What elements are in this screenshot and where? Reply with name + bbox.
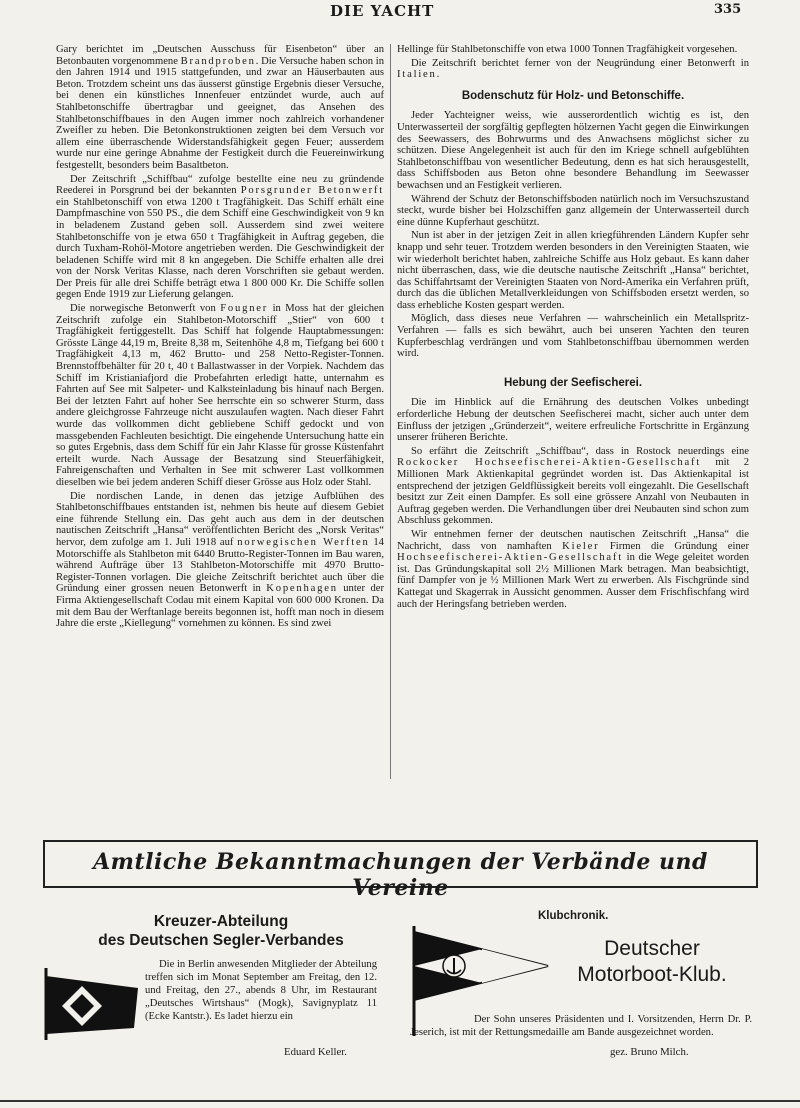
running-header-title: DIE YACHT xyxy=(330,2,435,20)
text-run: ein Stahlbetonschiff von etwa 1200 t Tragfähigkeit. Das Schiff erhält eine Dampfmaschine von 550 PS., die dem Schiff eine Geschwindigkeit von 9 kn in beladenem Zustand geben soll. Ausserdem sind zwei weitere Stahlbetonschiffe von je etwa 650 t Tragfähigkeit in Auftrag gegeben, die durch Tuxham-Rohöl-Motore angetrieben werden. Die Geschwindigkeit der beladenen Schiffe wird mit 8 kn angegeben. Die Schiffe erhalten alle drei von der Norsk Veritas Klasse, nach deren Vorschriften sie gebaut werden. Der Preis für alle drei Schiffe beträgt etwa 1 800 000 Kr. Die Schiffe sollen gegen Ende 1919 zur Lieferung gelangen. xyxy=(56,196,384,301)
klub-signature: gez. Bruno Milch. xyxy=(610,1046,689,1058)
text-run: . Die Versuche haben schon in den Jahren 1914 und 1915 stattgefunden, und zwar an Häuserbauten aus Beton. Trotzdem scheint uns das äusserst günstige Ergebnis dieser Versuche, bei denen ein künstliches Innenfeuer entzündet wurde, auch auf Stahlbetonschiffe übertragbar und geeignet, das Ansehen des Stahlbetonschiffbaues in den Augen immer noch zahlreich vorhandener Zweifler zu heben. Die Betonkonstruktionen zeigten bei dem Versuch vor allem eine überraschende Widerstandsfähigkeit gegen Feuer; ausserdem wurde nur eine geringe Abnahme der Festigkeit durch die Feuereinwirkung festgestellt, besonders beim Basaltbeton. xyxy=(56,55,384,171)
kreuzer-heading-line2: des Deutschen Segler-Verbandes xyxy=(98,932,344,949)
paragraph xyxy=(397,446,749,527)
paragraph xyxy=(56,174,384,302)
paragraph xyxy=(397,313,749,359)
text-run: Die norwegische Betonwerft von xyxy=(70,303,221,315)
section-heading-seefischerei: Hebung der Seefischerei. xyxy=(503,376,643,389)
klub-name-line1: Deutscher xyxy=(604,937,700,960)
text-run: mit 2 Millionen Mark Aktienkapital gegründet worden ist. Das Aktienkapital ist entsprechend der jetzigen Geldflüssigkeit bereits voll eingezahlt. Die Gesellschaft besitzt zur Zeit einen Dampfer. Es soll eine grössere Anzahl von Neubauten in Auftrag gegeben werden. Die Verhandlungen über drei Neubauten sind schon zum Abschluss gekommen. xyxy=(397,457,749,527)
page-bottom-rule xyxy=(0,1100,800,1102)
right-intro xyxy=(397,44,749,81)
text-run: . xyxy=(436,69,440,81)
text-run: So erfährt die Zeitschrift „Schiffbau“, dass in Rostock neuerdings eine xyxy=(411,445,749,457)
klub-notice-text: Der Sohn unseres Präsidenten und I. Vorsitzenden, Herrn Dr. P. Jeserich, ist mit der Rettungsmedaille am Bande ausgezeichnet worden. xyxy=(410,1014,752,1038)
text-run: 14 Motorschiffe als Stahlbeton mit 6440 Brutto-Register-Tonnen im Bau waren, während Aufträge über 13 Stahlbeton-Motorschiffe mit 4970 Brutto-Register-Tonnen vorlagen. Die gleiche Zeitschrift berichtet auch über die Gründung einer grossen neuen Betonwerft in xyxy=(56,536,384,595)
right-column xyxy=(397,44,749,612)
spaced-emphasis: Italien xyxy=(397,69,437,81)
column-divider xyxy=(390,44,391,779)
motorboot-klub-name xyxy=(552,936,752,988)
spaced-emphasis: Brandproben xyxy=(180,55,256,67)
klub-name-line2: Motorboot-Klub. xyxy=(577,963,727,986)
spaced-emphasis: Kopenhagen xyxy=(266,583,338,595)
spaced-emphasis: Fougner xyxy=(220,303,269,315)
banner-title: Amtliche Bekanntmachungen der Verbände und Vereine xyxy=(93,849,708,901)
paragraph xyxy=(397,44,749,56)
paragraph xyxy=(397,110,749,191)
text-run: Die nordischen Lande, in denen das jetzige Aufblühen des Stahlbetonschiffbaues entstanden ist, nehmen bis heute auf diesem Gebiet eine führende Stellung ein. Das geht auch aus dem in der deutschen nautischen Zeitschrift „Hansa“ veröffentlichten Bericht des „Norsk Veritas“ hervor, dem zufolge am 1. Juli 1918 auf xyxy=(56,490,384,548)
text-run: unter der Firma Aktiengesellschaft Codau mit einem Kapital von 600 000 Kronen. Da mit dem Bau der Werftanlage bereits begonnen ist, hofft man noch in diesem Jahre die erste „Kiellegung“ vornehmen zu können. Es sind zwei xyxy=(56,583,384,630)
kreuzer-signature: Eduard Keller. xyxy=(284,1046,347,1058)
spaced-emphasis: Kieler xyxy=(562,540,600,552)
text-run: Gary berichtet im „Deutschen Ausschuss für Eisenbeton“ über an Betonbauten vorgenommene xyxy=(56,44,384,67)
club-burgee-icon xyxy=(42,966,142,1040)
text-run: Wir entnehmen ferner der deutschen nautischen Zeitschrift „Hansa“ die Nachricht, dass von namhaften xyxy=(397,528,749,552)
spaced-emphasis: Rockocker Hochseefischerei-Aktien-Gesellschaft xyxy=(397,457,702,469)
section-seefischerei xyxy=(397,397,749,610)
text-run: Hellinge für Stahlbetonschiffe von etwa 1000 Tonnen Tragfähigkeit vorgesehen. xyxy=(397,44,738,55)
left-column xyxy=(56,44,384,632)
paragraph xyxy=(56,491,384,630)
spaced-emphasis: Hochseefischerei-Aktien-Gesellschaft xyxy=(397,552,623,564)
paragraph xyxy=(56,44,384,172)
klubchronik-heading: Klubchronik. xyxy=(538,910,609,922)
paragraph xyxy=(397,58,749,81)
kreuzer-heading xyxy=(56,912,386,950)
text-run: in die Wege geleitet worden ist. Das Gründungskapital soll 2½ Millionen Mark betragen. Man beabsichtigt, fünf Dampfer von je ½ Millionen Mark Wert zu erwerben. Als Fischgründe sind Kattegat und Skagerrak in Aussicht genommen. Ausser dem Frischfischfang wird auch der Heringsfang betrieben werden. xyxy=(397,552,749,610)
kreuzer-notice-text: Die in Berlin anwesenden Mitglieder der Abteilung treffen sich im Monat September am Freitag, den 12. und Freitag, den 27., abends 8 Uhr, im Restaurant „Deutsches Wirtshaus“ (Mogk), Savignyplatz 11 (Ecke Kantstr.). Es ladet hierzu ein xyxy=(145,959,377,1022)
paragraph xyxy=(397,194,749,229)
paragraph xyxy=(397,529,749,610)
paragraph xyxy=(397,230,749,311)
section-heading-bodenschutz: Bodenschutz für Holz- und Betonschiffe. xyxy=(461,89,685,102)
text-run: Während der Schutz der Betonschiffsboden natürlich noch im Versuchszustand steckt, wurde bisher bei Holzschiffen ganz allgemein der Unterwasserteil durch eine dünne Kupferhaut geschützt. xyxy=(397,193,749,228)
text-run: Der Zeitschrift „Schiffbau“ zufolge bestellte eine neu zu gründende Reederei in Porsgrund bei der bekannten xyxy=(56,173,384,197)
kreuzer-notice xyxy=(145,958,377,1023)
paragraph xyxy=(397,397,749,443)
text-run: in Moss hat der gleichen Zeitschrift zufolge ein Stahlbeton-Motorschiff „Stier“ von 600 t Tragfähigkeit fertiggestellt. Das Schiff hat folgende Hauptabmessungen: Grösste Länge 44,19 m, Breite 8,38 m, Seitenhöhe 4,8 m, Tiefgang bei 600 t Tragfähigkeit 4,13 m, 462 Brutto- und 258 Netto-Register-Tonnen. Brennstoffbehälter für 20 t, 40 t Ballastwasser in der Vorpiek. Nachdem das Schiff im Kristianiafjord die Probefahrten erledigt hatte, unternahm es Fahrten auf See mit Salpeter- und Kalksteinladung bis hinauf nach Bergen. Bei der letzten Fahrt auf hoher See herrschte ein so schwerer Sturm, dass andere gleichgrosse Fahrzeuge nicht auszulaufen wagten. Nach dieser Fahrt wurde das vollkommen dicht gebliebene Schiff gedockt und von massgebenden Fachleuten besichtigt. Die eingehende Untersuchung hatte ein so gutes Ergebnis, dass dem Schiff für ein Jahr Klasse für grosse Küstenfahrt erteilt wurde. Nach Aussage der Besatzung sind Steuerfähigkeit, Fahreigenschaften und Verhalten in See mit schwerer Last vollkommen dieselben wie bei jedem anderen Schiff dieser Grösse aus Holz oder Stahl. xyxy=(56,303,384,488)
section-bodenschutz xyxy=(397,110,749,359)
text-run: Möglich, dass dieses neue Verfahren — wahrscheinlich ein Metallspritz-Verfahren — falls es sich bewährt, auch bei unseren Yachten den teuren Kupferbeschlag verdrängen und vom Stahlbetonschiffbau übernommen werden wird. xyxy=(397,313,749,360)
text-run: Jeder Yachteigner weiss, wie ausserordentlich wichtig es ist, den Unterwasserteil der sorgfältig gepflegten hölzernen Yacht gegen die Einwirkungen des Seewassers, des Bohrwurms und des Anwachsens möglichst sicher zu schützen. Diese Angelegenheit ist auch für den im Kriege schnell aufgeblühten Stahlbetonschiffbau von wesentlicher Bedeutung, denn es hat sich herausgestellt, dass Schiffsboden aus Beton ohne besondere Behandlung im Seewasser bewachsen und an Festigkeit verlieren. xyxy=(397,110,749,191)
text-run: Die im Hinblick auf die Ernährung des deutschen Volkes unbedingt erforderliche Hebung der deutschen Seefischerei macht, sicher auch unter dem Einfluss der jetzigen „Gründerzeit“, weitere erfreuliche Fortschritte in Ergänzung unserer früheren Berichte. xyxy=(397,397,749,444)
spaced-emphasis: Porsgrunder Betonwerft xyxy=(240,185,384,197)
spaced-emphasis: norwegischen Werften xyxy=(237,536,370,548)
text-run: Die Zeitschrift berichtet ferner von der Neugründung einer Betonwerft in xyxy=(411,57,749,69)
page-number: 335 xyxy=(714,2,742,17)
kreuzer-heading-line1: Kreuzer-Abteilung xyxy=(153,913,289,930)
klub-notice xyxy=(410,1013,752,1039)
announcements-banner xyxy=(43,840,758,901)
text-run: Nun ist aber in der jetzigen Zeit in allen kriegführenden Ländern Kupfer sehr knapp und sehr teuer. Trotzdem werden besonders in den Vereinigten Staaten, wie wir wiederholt berichtet haben, zahlreiche Schiffe aus Holz gebaut. Es kann daher nicht überraschen, dass, wie die deutsche nautische Zeitschrift „Hansa“ berichtet, das Schiffahrtsamt der Vereinigten Staaten von Nord-Amerika ein Verfahren prüft, durch das die üblichen Metallverkleidungen von Schiffsboden ersetzt werden, so dass erhebliche Kosten gespart werden. xyxy=(397,230,749,311)
paragraph xyxy=(56,303,384,489)
text-run: Firmen die Gründung einer xyxy=(599,540,749,552)
